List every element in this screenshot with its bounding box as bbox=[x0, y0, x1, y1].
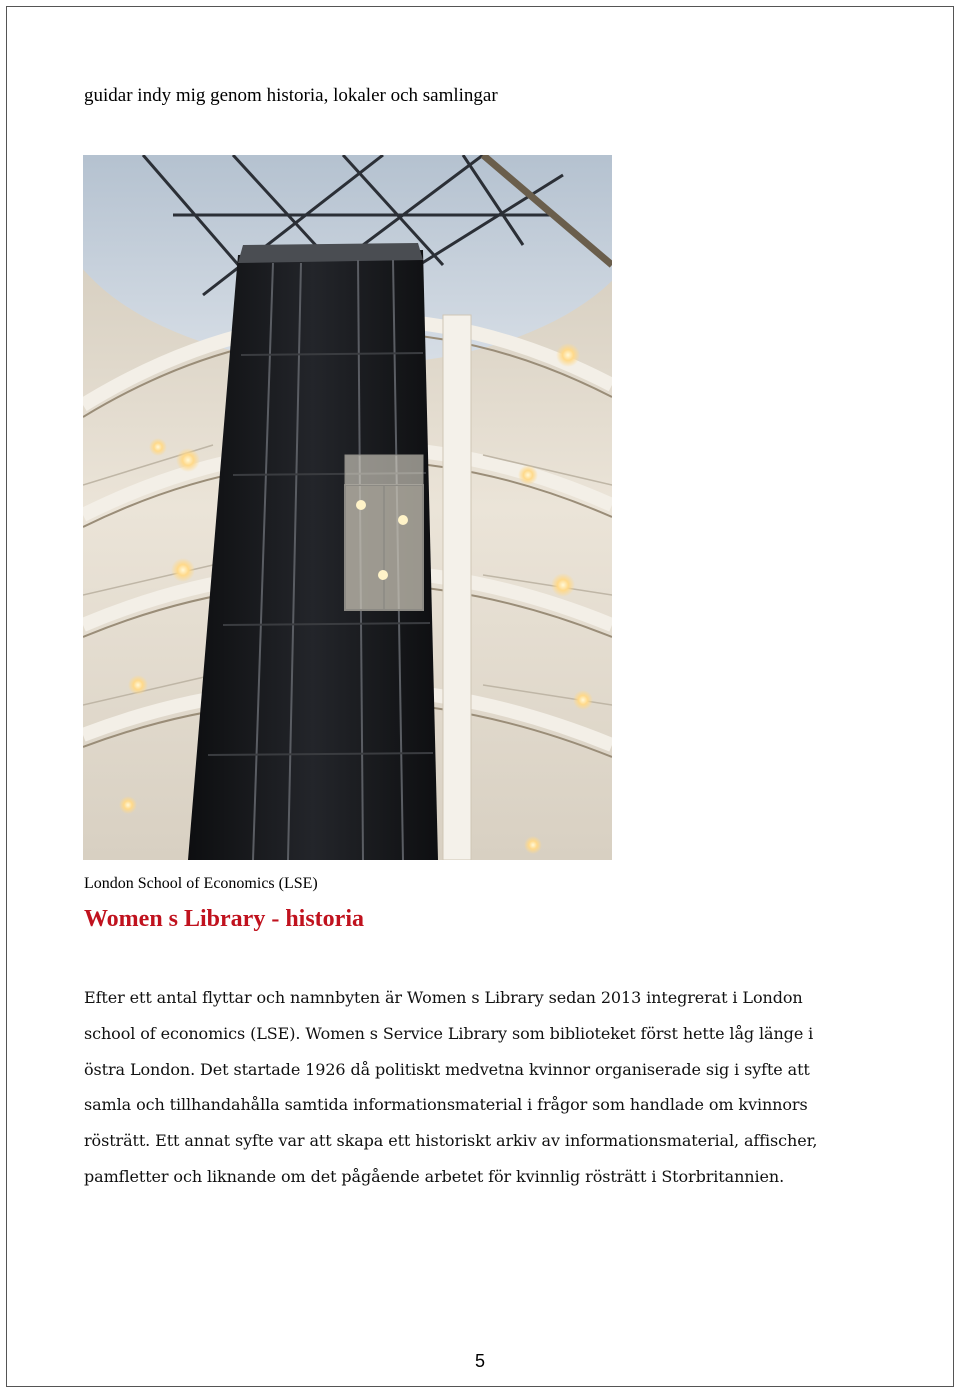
body-paragraph bbox=[84, 980, 874, 1195]
atrium-elevator-photo bbox=[83, 155, 612, 860]
paragraph-line: östra London. Det startade 1926 då politiskt medvetna kvinnor organiserade sig i syfte att bbox=[84, 1059, 810, 1079]
paragraph-line: school of economics (LSE). Women s Service Library som biblioteket först hette låg länge i bbox=[84, 1023, 814, 1043]
paragraph-line: Efter ett antal flyttar och namnbyten är Women s Library sedan 2013 integrerat i London bbox=[84, 988, 803, 1007]
paragraph-line: pamfletter och liknande om det pågående arbetet för kvinnlig rösträtt i Storbritannien. bbox=[84, 1166, 785, 1186]
photo-caption: London School of Economics (LSE) bbox=[84, 875, 318, 892]
intro-line: guidar indy mig genom historia, lokaler och samlingar bbox=[84, 85, 498, 106]
paragraph-line: samla och tillhandahålla samtida informationsmaterial i frågor som handlade om kvinnors bbox=[84, 1095, 808, 1115]
section-heading: Women s Library - historia bbox=[84, 906, 364, 932]
page-number: 5 bbox=[474, 1351, 485, 1371]
paragraph-line: rösträtt. Ett annat syfte var att skapa ett historiskt arkiv av informationsmaterial, affischer, bbox=[84, 1131, 818, 1151]
